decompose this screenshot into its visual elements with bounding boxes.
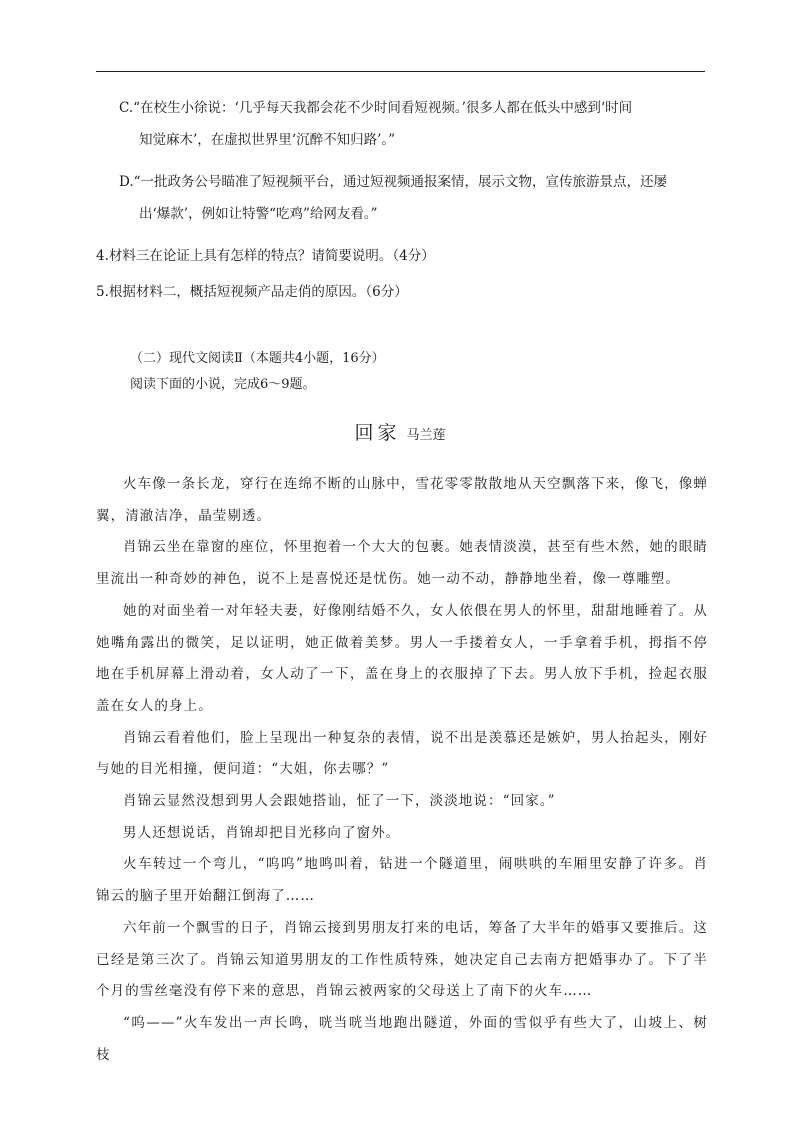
story-paragraph: 肖锦云显然没想到男人会跟她搭讪，怔了一下，淡淡地说：“回家。” — [123, 793, 556, 810]
story-paragraph: 火车像一条长龙，穿行在连绵不断的山脉中，雪花零零散散地从天空飘落下来，像飞，像蝉翼，清澈洁净，晶莹剔透。 — [96, 476, 708, 524]
story-paragraph: 肖锦云看着他们，脸上呈现出一种复杂的表情，说不出是羡慕还是嫉妒，男人抬起头，刚好与她的目光相撞，便问道：“大姐，你去哪？” — [96, 729, 708, 778]
question-5: 5.根据材料二，概括短视频产品走俏的原因。（6分） — [96, 284, 408, 300]
story-title-line — [0, 418, 800, 445]
option-c-letter: C. — [119, 100, 134, 116]
section-heading: （二）现代文阅读Ⅱ（本题共4小题，16分） — [130, 351, 385, 366]
option-d-letter: D. — [119, 174, 134, 190]
story-author: 马兰莲 — [406, 428, 446, 443]
story-body — [96, 469, 708, 1071]
story-title: 回家 — [354, 422, 401, 444]
story-paragraph: 六年前一个飘雪的日子，肖锦云接到男朋友打来的电话，筹备了大半年的婚事又要推后。这已经是第三次了。肖锦云知道男朋友的工作性质特殊，她决定自己去南方把婚事办了。下了半个月的雪丝毫没有停下来的意思，肖锦云被两家的父母送上了南下的火车…… — [96, 919, 708, 1000]
header-rule — [96, 71, 705, 72]
story-paragraph: “呜——”火车发出一声长鸣，咣当咣当地跑出隧道，外面的雪似乎有些大了，山坡上、树枝 — [96, 1014, 708, 1063]
option-c-line1: “在校生小徐说：‘几乎每天我都会花不少时间看短视频。’很多人都在低头中感到‘时间 — [133, 100, 633, 116]
story-paragraph: 火车转过一个弯儿，“呜呜”地鸣叫着，钻进一个隧道里，闹哄哄的车厢里安静了许多。肖锦云的脑子里开始翻江倒海了…… — [96, 856, 708, 905]
option-c — [119, 92, 719, 156]
option-d — [119, 166, 719, 230]
option-c-line2: 知觉麻木’，在虚拟世界里‘沉醉不知归路’。” — [139, 132, 396, 148]
option-d-line1: “一批政务公号瞄准了短视频平台，通过短视频通报案情，展示文物，宣传旅游景点，还屡 — [133, 174, 668, 190]
story-paragraph: 男人还想说话，肖锦却把目光移向了窗外。 — [123, 824, 401, 841]
section-instruction: 阅读下面的小说，完成6～9题。 — [130, 377, 316, 392]
story-paragraph: 肖锦云坐在靠窗的座位，怀里抱着一个大大的包裹。她表情淡漠，甚至有些木然，她的眼睛里流出一种奇妙的神色，说不上是喜悦还是忧伤。她一动不动，静静地坐着，像一尊雕塑。 — [96, 539, 708, 588]
question-4: 4.材料三在论证上具有怎样的特点？请简要说明。（4分） — [96, 248, 435, 264]
option-d-line2: 出‘爆款’，例如让特警“吃鸡”给网友看。” — [139, 206, 378, 222]
story-paragraph: 她的对面坐着一对年轻夫妻，好像刚结婚不久，女人依偎在男人的怀里，甜甜地睡着了。从她嘴角露出的微笑，足以证明，她正做着美梦。男人一手搂着女人，一手拿着手机，拇指不停地在手机屏幕上滑动着，女人动了一下，盖在身上的衣服掉了下去。男人放下手机，捡起衣服盖在女人的身上。 — [96, 602, 708, 714]
